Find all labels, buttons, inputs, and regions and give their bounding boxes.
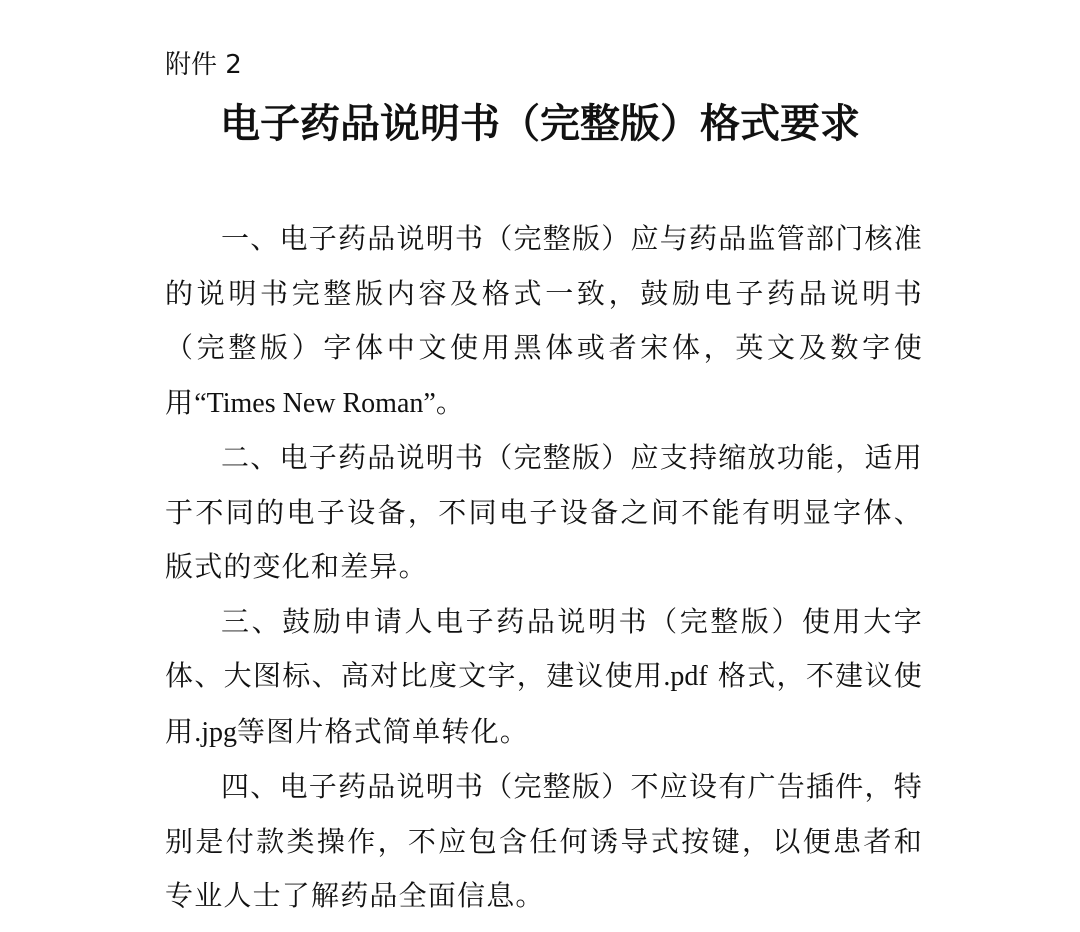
paragraph-2 — [165, 431, 923, 595]
paragraph-1-text: 一、电子药品说明书（完整版）应与药品监管部门核准的说明书完整版内容及格式一致，鼓励电子药品说明书（完整版）字体中文使用黑体或者宋体，英文及数字使用 — [165, 222, 923, 419]
paragraph-1-end: 。 — [435, 385, 466, 419]
jpg-format-text: .jpg — [194, 716, 237, 748]
document-body — [165, 212, 923, 924]
pdf-format-text: .pdf — [663, 661, 708, 692]
paragraph-3 — [165, 595, 923, 761]
paragraph-2-text: 二、电子药品说明书（完整版）应支持缩放功能，适用于不同的电子设备，不同电子设备之间不能有明显字体、版式的变化和差异。 — [165, 441, 923, 583]
attachment-label: 附件 2 — [165, 50, 242, 80]
document-title: 电子药品说明书（完整版）格式要求 — [220, 101, 860, 147]
paragraph-4 — [165, 760, 923, 924]
paragraph-3-middle: 格式，不建议使用 — [165, 659, 923, 748]
paragraph-3-text: 三、鼓励申请人电子药品说明书（完整版）使用大字体、大图标、高对比度文字，建议使用 — [165, 604, 923, 692]
paragraph-1 — [165, 212, 923, 431]
font-name-text: “Times New Roman” — [194, 387, 436, 419]
paragraph-3-end: 等图片格式简单转化。 — [236, 714, 529, 748]
paragraph-4-text: 四、电子药品说明书（完整版）不应设有广告插件，特别是付款类操作，不应包含任何诱导式按键，以便患者和专业人士了解药品全面信息。 — [165, 770, 923, 912]
